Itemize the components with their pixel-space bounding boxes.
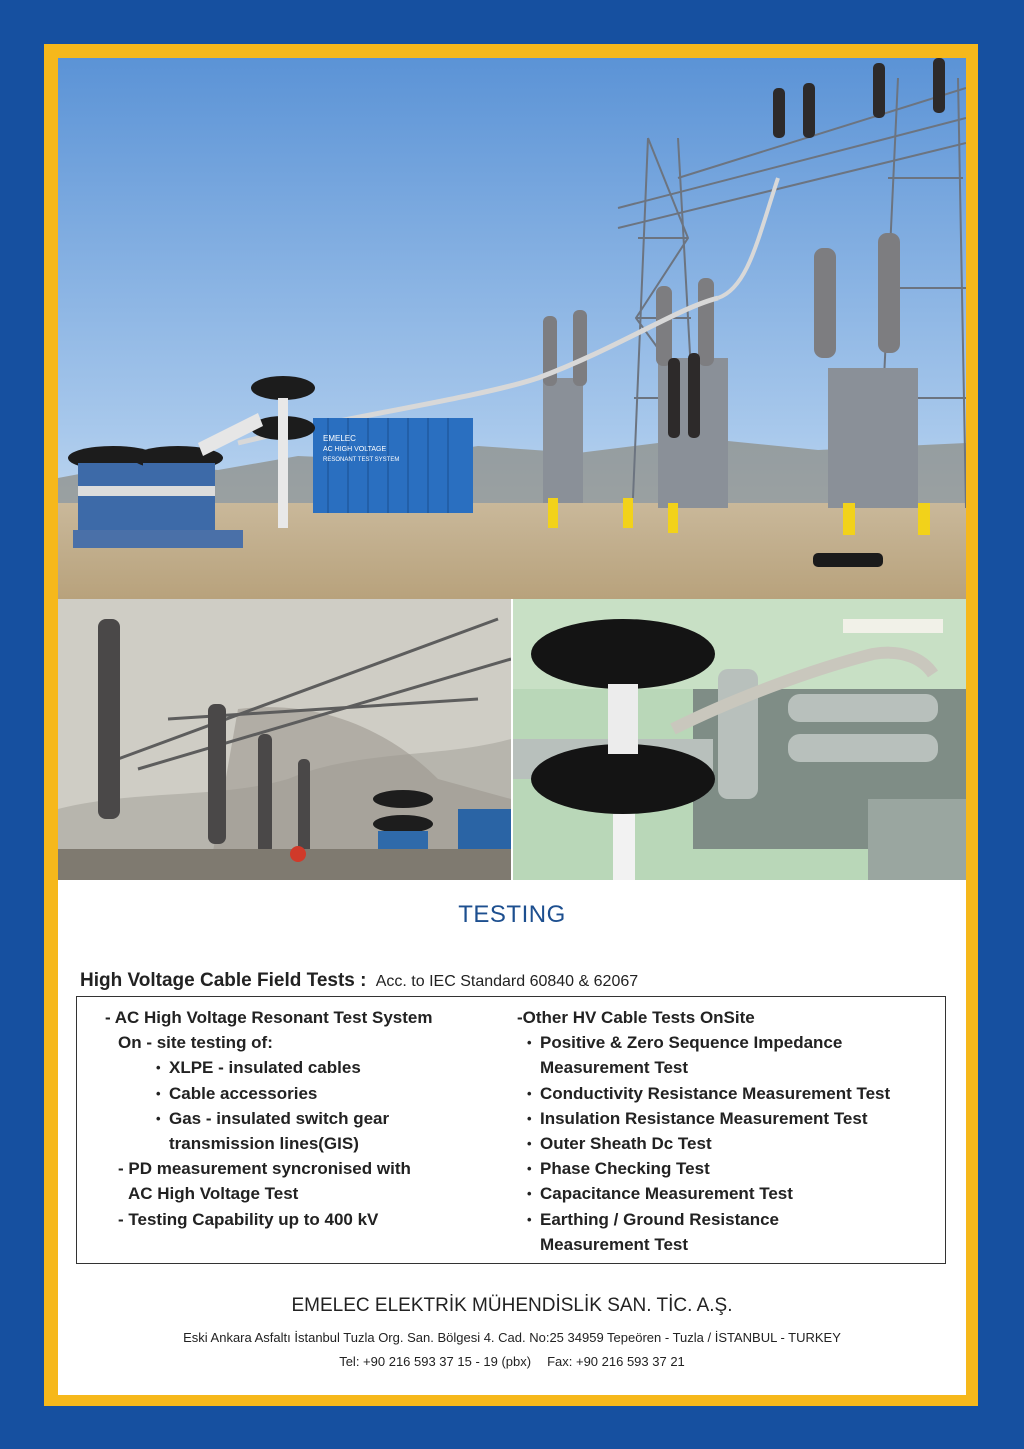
right-line-3: Measurement Test [540, 1058, 689, 1078]
right-line-1: -Other HV Cable Tests OnSite [517, 1008, 755, 1027]
section-title: TESTING [458, 901, 566, 928]
container-label-3: RESONANT TEST SYSTEM [323, 457, 400, 463]
right-line-4: Conductivity Resistance Measurement Test [540, 1083, 891, 1103]
bullet-icon: • [156, 1110, 161, 1126]
left-line-3: XLPE - insulated cables [169, 1058, 361, 1078]
company-address: Eski Ankara Asfaltı İstanbul Tuzla Org. San. Bölgesi 4. Cad. No:25 34959 Tepeören - Tuzla / İSTANBUL - TURKEY [183, 1330, 841, 1345]
heading-standard: Acc. to IEC Standard 60840 & 62067 [375, 973, 639, 990]
left-line-9: - Testing Capability up to 400 kV [118, 1209, 379, 1229]
company-name: EMELEC ELEKTRİK MÜHENDİSLİK SAN. TİC. A.Ş. [291, 1295, 733, 1316]
gis-test-photo [513, 599, 966, 880]
right-line-8: Capacitance Measurement Test [540, 1184, 793, 1204]
phone-number: Tel: +90 216 593 37 15 - 19 (pbx) [339, 1354, 532, 1369]
fax-number: Fax: +90 216 593 37 21 [547, 1354, 685, 1369]
container-label-1: EMELEC [323, 434, 356, 443]
right-line-5: Insulation Resistance Measurement Test [540, 1108, 868, 1128]
left-line-2: On - site testing of: [118, 1033, 273, 1053]
right-bullet-item [517, 1207, 942, 1232]
left-line-5: Gas - insulated switch gear [169, 1108, 390, 1128]
right-line-7: Phase Checking Test [540, 1159, 710, 1179]
bullet-icon: • [527, 1211, 532, 1227]
left-bullet-item [105, 1055, 495, 1080]
bullet-icon: • [156, 1060, 161, 1076]
bullet-icon: • [527, 1035, 532, 1051]
right-bullet-item [517, 1181, 942, 1206]
heading-bold: High Voltage Cable Field Tests : [80, 970, 367, 991]
brochure-page [58, 58, 966, 1395]
left-bullet-item [105, 1081, 495, 1106]
right-line-10: Measurement Test [540, 1234, 689, 1254]
right-column [517, 1005, 942, 1257]
left-line-8: AC High Voltage Test [128, 1184, 299, 1204]
bullet-icon: • [527, 1110, 532, 1126]
right-bullet-item [517, 1081, 942, 1106]
container-label-2: AC HIGH VOLTAGE [323, 446, 387, 453]
bullet-icon: • [527, 1161, 532, 1177]
left-line-6: transmission lines(GIS) [169, 1134, 359, 1154]
right-line-6: Outer Sheath Dc Test [540, 1134, 712, 1154]
substation-photo [58, 58, 966, 599]
dam-site-photo [58, 599, 511, 880]
left-line-7: - PD measurement syncronised with [118, 1159, 411, 1179]
left-line-4: Cable accessories [169, 1083, 318, 1103]
left-line-1: - AC High Voltage Resonant Test System [105, 1008, 433, 1027]
bullet-icon: • [527, 1085, 532, 1101]
cable-tests-heading [80, 970, 638, 992]
contact-line [58, 1354, 966, 1369]
right-bullet-item [517, 1106, 942, 1131]
left-bullet-item [105, 1106, 495, 1131]
right-bullet-item [517, 1131, 942, 1156]
tests-box [76, 996, 946, 1264]
bullet-icon: • [527, 1136, 532, 1152]
right-bullet-item [517, 1156, 942, 1181]
bullet-icon: • [156, 1085, 161, 1101]
right-line-9: Earthing / Ground Resistance [540, 1209, 779, 1229]
bullet-icon: • [527, 1186, 532, 1202]
left-column [105, 1005, 495, 1232]
right-bullet-item [517, 1030, 942, 1055]
right-line-2: Positive & Zero Sequence Impedance [540, 1033, 843, 1053]
